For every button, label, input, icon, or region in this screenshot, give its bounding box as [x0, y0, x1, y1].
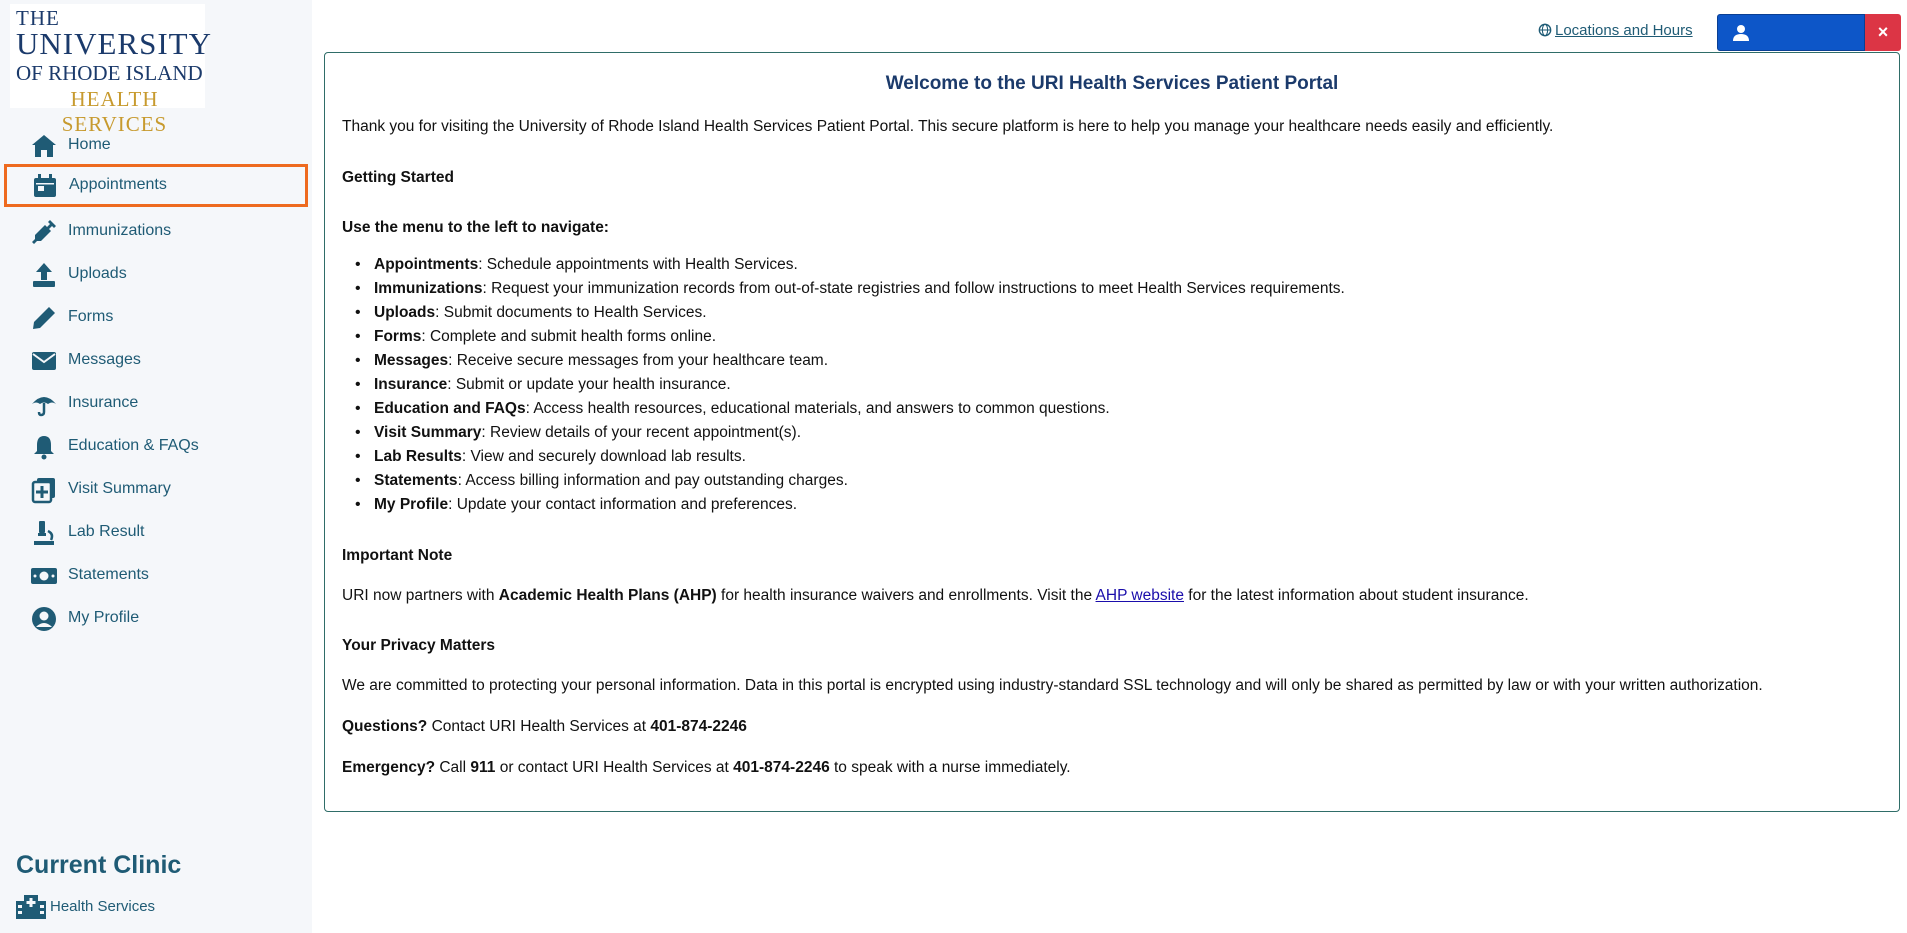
welcome-card — [324, 52, 1900, 812]
sidebar-item-visit-summary[interactable] — [4, 468, 308, 511]
list-item: • Insurance: Submit or update your health insurance. — [342, 374, 1345, 398]
sidebar-item-my-profile[interactable] — [4, 597, 308, 640]
home-icon — [30, 132, 58, 160]
intro-text: Thank you for visiting the University of Rhode Island Health Services Patient Portal. This secure platform is here to help you manage your healthcare needs easily and efficiently. — [342, 118, 1554, 135]
sidebar-item-forms[interactable] — [4, 296, 308, 339]
sidebar-item-label: Visit Summary — [68, 480, 171, 497]
navigation-list — [342, 254, 1345, 518]
privacy-text: We are committed to protecting your personal information. Data in this portal is encrypted using industry-standard SSL technology and will only be shared as permitted by law or with your written authorization. — [342, 677, 1763, 694]
sidebar-item-messages[interactable] — [4, 339, 308, 382]
umbrella-icon — [30, 390, 58, 418]
uri-logo[interactable] — [10, 4, 212, 136]
menu-heading: Use the menu to the left to navigate: — [342, 219, 609, 236]
logo-line-3: OF RHODE ISLAND — [16, 61, 203, 85]
user-menu-button[interactable] — [1717, 14, 1865, 51]
list-item: • Immunizations: Request your immunization records from out-of-state registries and follow instructions to meet Health Services requirements. — [342, 278, 1345, 302]
locations-hours-link[interactable] — [1538, 22, 1693, 39]
questions-text: Questions? Contact URI Health Services at 401-874-2246 — [342, 718, 747, 735]
sidebar-item-label: Forms — [68, 308, 114, 325]
list-item: • Messages: Receive secure messages from your healthcare team. — [342, 350, 1345, 374]
privacy-heading: Your Privacy Matters — [342, 637, 496, 654]
list-item: • Forms: Complete and submit health forms online. — [342, 326, 1345, 350]
clinic-notes-icon — [30, 476, 58, 504]
hospital-icon — [16, 895, 46, 919]
sidebar-item-statements[interactable] — [4, 554, 308, 597]
sidebar-item-label: Insurance — [68, 394, 139, 411]
user-circle-icon — [30, 605, 58, 633]
current-clinic-name: Health Services — [50, 898, 156, 915]
list-item: • Statements: Access billing information and pay outstanding charges. — [342, 470, 1345, 494]
sidebar-item-label: Lab Result — [68, 523, 145, 540]
logo-line-1: THE — [16, 6, 60, 30]
page-title: Welcome to the URI Health Services Patient Portal — [885, 73, 1339, 94]
sidebar-item-label: Education & FAQs — [68, 437, 199, 454]
sidebar-item-lab-result[interactable] — [4, 511, 308, 554]
close-button[interactable]: × — [1865, 14, 1901, 51]
sidebar-item-label: Messages — [68, 351, 141, 368]
phone-number: 401-874-2246 — [650, 718, 747, 735]
list-item: • Visit Summary: Review details of your recent appointment(s). — [342, 422, 1345, 446]
sidebar-item-label: Immunizations — [68, 222, 172, 239]
sidebar-item-education-faqs[interactable] — [4, 425, 308, 468]
getting-started-heading: Getting Started — [342, 169, 454, 186]
logo-line-2: UNIVERSITY — [16, 26, 212, 61]
upload-icon — [30, 261, 58, 289]
sidebar-item-appointments[interactable] — [4, 164, 308, 207]
ahp-website-link[interactable]: AHP website — [1095, 587, 1184, 604]
ahp-note: URI now partners with Academic Health Plans (AHP) for health insurance waivers and enrollments. Visit the AHP website for the latest information about student insurance. — [342, 587, 1529, 604]
list-item: • Education and FAQs: Access health resources, educational materials, and answers to common questions. — [342, 398, 1345, 422]
list-item: • Appointments: Schedule appointments with Health Services. — [342, 254, 1345, 278]
sidebar-item-uploads[interactable] — [4, 253, 308, 296]
pencil-icon — [30, 304, 58, 332]
sidebar-item-label: My Profile — [68, 609, 140, 626]
emergency-text: Emergency? Call 911 or contact URI Health Services at 401-874-2246 to speak with a nurse immediately. — [342, 759, 1071, 776]
sidebar — [0, 0, 312, 933]
envelope-icon — [30, 347, 58, 375]
current-clinic-title: Current Clinic — [16, 851, 182, 879]
sidebar-item-immunizations[interactable] — [4, 210, 308, 253]
user-icon — [1732, 24, 1750, 42]
sidebar-item-label: Home — [68, 136, 111, 153]
sidebar-item-label: Statements — [68, 566, 149, 583]
list-item: • Uploads: Submit documents to Health Services. — [342, 302, 1345, 326]
globe-icon — [1538, 23, 1552, 37]
list-item: • My Profile: Update your contact information and preferences. — [342, 494, 1345, 518]
money-bill-icon — [30, 562, 58, 590]
sidebar-item-label: Uploads — [68, 265, 127, 282]
logo-line-4: HEALTH SERVICES — [61, 87, 168, 136]
sidebar-item-home[interactable] — [4, 124, 308, 167]
sidebar-item-label: Appointments — [69, 176, 167, 193]
bell-icon — [30, 433, 58, 461]
sidebar-item-insurance[interactable] — [4, 382, 308, 425]
list-item: • Lab Results: View and securely download lab results. — [342, 446, 1345, 470]
microscope-icon — [30, 519, 58, 547]
important-note-heading: Important Note — [342, 547, 453, 564]
calendar-icon — [31, 172, 59, 200]
syringe-icon — [30, 218, 58, 246]
locations-hours-label: Locations and Hours — [1555, 22, 1693, 39]
